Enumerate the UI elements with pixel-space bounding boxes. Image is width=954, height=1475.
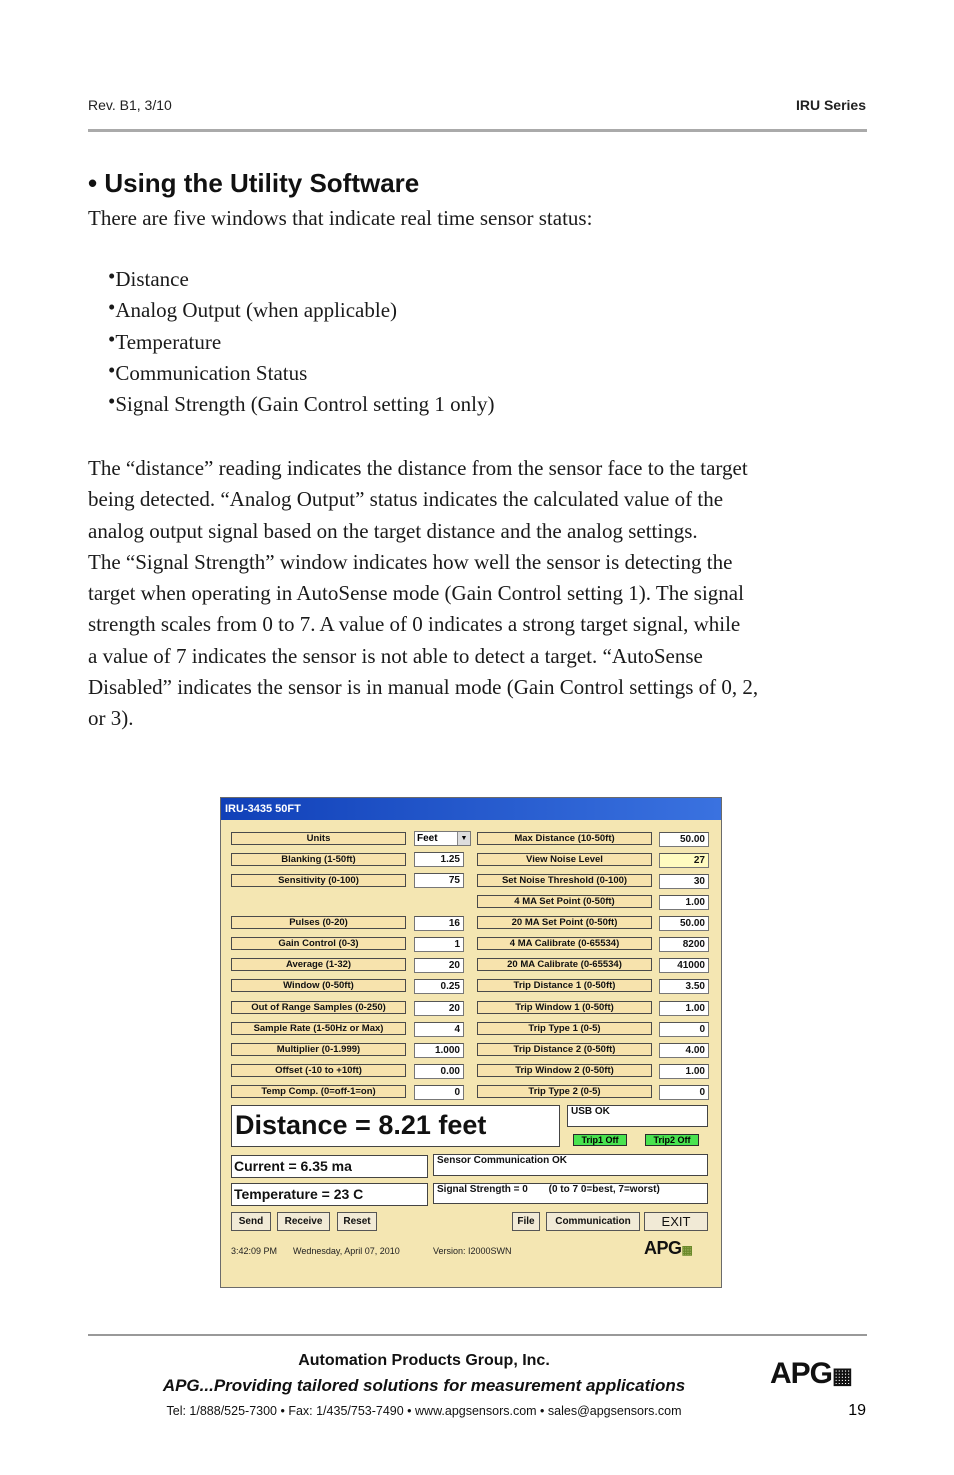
units-label: Units xyxy=(231,832,406,845)
footer-tagline: APG...Providing tailored solutions for measurement applications xyxy=(162,1376,686,1395)
view-noise-field: 27 xyxy=(659,853,709,868)
status-date: Wednesday, April 07, 2010 xyxy=(293,1246,400,1256)
signal-strength-display xyxy=(433,1183,708,1204)
signal-strength-value: Signal Strength = 0 xyxy=(437,1184,528,1195)
list-item: • Temperature xyxy=(108,327,495,358)
communication-button[interactable]: Communication xyxy=(546,1212,640,1231)
trip-window-2-field[interactable]: 1.00 xyxy=(659,1064,709,1079)
noise-threshold-label: Set Noise Threshold (0-100) xyxy=(477,874,652,887)
list-item: • Analog Output (when applicable) xyxy=(108,295,495,326)
trip-distance-1-label: Trip Distance 1 (0-50ft) xyxy=(477,979,652,992)
status-window-list xyxy=(108,264,495,420)
ma4-setpoint-label: 4 MA Set Point (0-50ft) xyxy=(477,895,652,908)
ma20-calibrate-label: 20 MA Calibrate (0-65534) xyxy=(477,958,652,971)
sample-rate-field[interactable]: 4 xyxy=(414,1022,464,1037)
sensitivity-label: Sensitivity (0-100) xyxy=(231,874,406,887)
pulses-field[interactable]: 16 xyxy=(414,916,464,931)
header-rule xyxy=(88,129,867,132)
receive-button[interactable]: Receive xyxy=(277,1212,330,1231)
sample-rate-label: Sample Rate (1-50Hz or Max) xyxy=(231,1022,406,1035)
gain-control-field[interactable]: 1 xyxy=(414,937,464,952)
status-time: 3:42:09 PM xyxy=(231,1246,278,1256)
units-select[interactable]: Feet ▼ xyxy=(414,831,471,846)
trip-type-2-field[interactable]: 0 xyxy=(659,1085,709,1100)
average-label: Average (1-32) xyxy=(231,958,406,971)
max-distance-field[interactable]: 50.00 xyxy=(659,832,709,847)
list-item: • Distance xyxy=(108,264,495,295)
trip-distance-2-label: Trip Distance 2 (0-50ft) xyxy=(477,1043,652,1056)
noise-threshold-field[interactable]: 30 xyxy=(659,874,709,889)
ma20-calibrate-field[interactable]: 41000 xyxy=(659,958,709,973)
ma20-setpoint-label: 20 MA Set Point (0-50ft) xyxy=(477,916,652,929)
trip-type-1-label: Trip Type 1 (0-5) xyxy=(477,1022,652,1035)
list-item: • Communication Status xyxy=(108,358,495,389)
temperature-display: Temperature = 23 C xyxy=(231,1183,428,1206)
multiplier-field[interactable]: 1.000 xyxy=(414,1043,464,1058)
multiplier-label: Multiplier (0-1.999) xyxy=(231,1043,406,1056)
footer-contact: Tel: 1/888/525-7300 • Fax: 1/435/753-7490 • www.apgsensors.com • sales@apgsensors.com xyxy=(166,1404,682,1418)
average-field[interactable]: 20 xyxy=(414,958,464,973)
sensitivity-field[interactable]: 75 xyxy=(414,873,464,888)
footer-rule xyxy=(88,1334,867,1336)
app-logo: APG▦ xyxy=(644,1238,693,1258)
apg-logo: APG▦ xyxy=(770,1357,852,1390)
trip-window-1-label: Trip Window 1 (0-50ft) xyxy=(477,1001,652,1014)
list-item: • Signal Strength (Gain Control setting 1 only) xyxy=(108,389,495,420)
gain-control-label: Gain Control (0-3) xyxy=(231,937,406,950)
description-paragraph: The “distance” reading indicates the distance from the sensor face to the target being detected. “Analog Output” status indicates the calculated value of the analog output signal based on the target distance and the analog settings. The “Signal Strength” window indicates how well the sensor is detecting the target when operating in AutoSense mode (Gain Control setting 1). The signal strength scales from 0 to 7. A value of 0 indicates a strong target signal, while a value of 7 indicates the sensor is not able to detect a target. “AutoSense Disabled” indicates the sensor is in manual mode (Gain Control settings of 0, 2, or 3). xyxy=(88,456,759,731)
communication-status: Sensor Communication OK xyxy=(433,1154,708,1176)
out-of-range-label: Out of Range Samples (0-250) xyxy=(231,1001,406,1014)
trip2-indicator: Trip2 Off xyxy=(645,1134,699,1146)
ma4-calibrate-field[interactable]: 8200 xyxy=(659,937,709,952)
trip-type-2-label: Trip Type 2 (0-5) xyxy=(477,1085,652,1098)
status-version: Version: I2000SWN xyxy=(433,1246,512,1256)
section-title: • Using the Utility Software xyxy=(88,168,420,198)
trip1-indicator: Trip1 Off xyxy=(573,1134,627,1146)
header-series: IRU Series xyxy=(795,97,866,113)
send-button[interactable]: Send xyxy=(231,1212,271,1231)
window-label: Window (0-50ft) xyxy=(231,979,406,992)
blanking-field[interactable]: 1.25 xyxy=(414,852,464,867)
usb-status: USB OK xyxy=(567,1105,708,1127)
window-title-bar: IRU-3435 50FT xyxy=(221,798,721,820)
footer-company: Automation Products Group, Inc. xyxy=(298,1352,550,1369)
trip-distance-1-field[interactable]: 3.50 xyxy=(659,979,709,994)
current-display: Current = 6.35 ma xyxy=(231,1155,428,1178)
trip-window-2-label: Trip Window 2 (0-50ft) xyxy=(477,1064,652,1077)
view-noise-label: View Noise Level xyxy=(477,853,652,866)
file-button[interactable]: File xyxy=(512,1212,540,1231)
max-distance-label: Max Distance (10-50ft) xyxy=(477,832,652,845)
pulses-label: Pulses (0-20) xyxy=(231,916,406,929)
offset-label: Offset (-10 to +10ft) xyxy=(231,1064,406,1077)
chevron-down-icon: ▼ xyxy=(457,832,470,845)
ma4-calibrate-label: 4 MA Calibrate (0-65534) xyxy=(477,937,652,950)
out-of-range-field[interactable]: 20 xyxy=(414,1001,464,1016)
reset-button[interactable]: Reset xyxy=(337,1212,377,1231)
exit-button[interactable]: EXIT xyxy=(644,1212,708,1231)
distance-display: Distance = 8.21 feet xyxy=(231,1105,560,1147)
blanking-label: Blanking (1-50ft) xyxy=(231,853,406,866)
utility-software-window xyxy=(220,797,722,1288)
trip-distance-2-field[interactable]: 4.00 xyxy=(659,1043,709,1058)
trip-type-1-field[interactable]: 0 xyxy=(659,1022,709,1037)
trip-window-1-field[interactable]: 1.00 xyxy=(659,1001,709,1016)
offset-field[interactable]: 0.00 xyxy=(414,1064,464,1079)
header-revision: Rev. B1, 3/10 xyxy=(88,97,172,113)
page-number: 19 xyxy=(848,1402,866,1419)
intro-text: There are five windows that indicate real time sensor status: xyxy=(88,206,593,230)
window-field[interactable]: 0.25 xyxy=(414,979,464,994)
temp-comp-label: Temp Comp. (0=off-1=on) xyxy=(231,1085,406,1098)
signal-strength-scale: (0 to 7 0=best, 7=worst) xyxy=(548,1184,660,1195)
ma20-setpoint-field[interactable]: 50.00 xyxy=(659,916,709,931)
ma4-setpoint-field[interactable]: 1.00 xyxy=(659,895,709,910)
temp-comp-field[interactable]: 0 xyxy=(414,1085,464,1100)
